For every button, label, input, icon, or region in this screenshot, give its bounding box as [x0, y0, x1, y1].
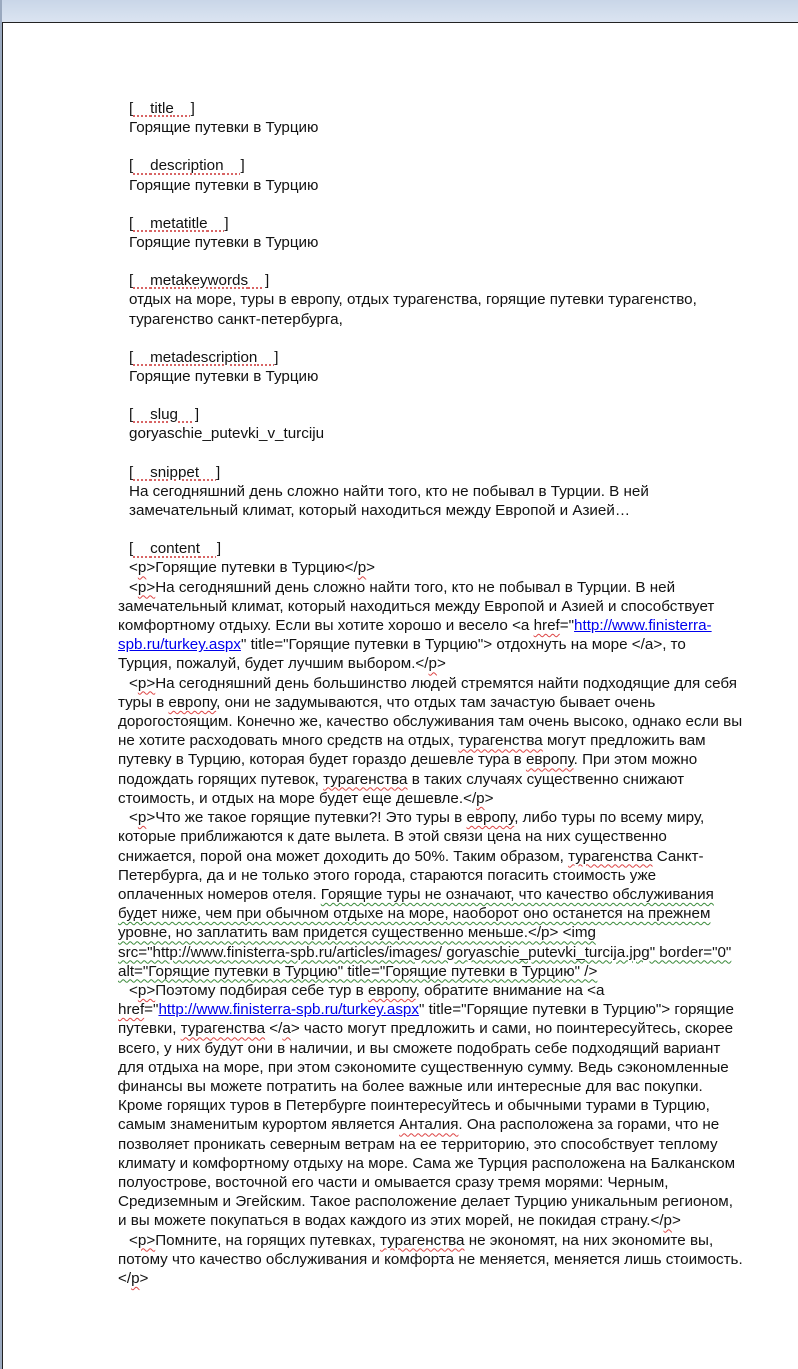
text-run: p> — [137, 1231, 156, 1249]
text-run: не экономят, на них экономите вы, потому что качество обслуживания и комфорта не меняется, меняется лишь стоимость.</ — [118, 1231, 743, 1287]
text-run: турагенства — [458, 732, 543, 750]
text-run: p — [663, 1212, 672, 1230]
field-value: goryaschie_putevki_v_turciju — [129, 425, 325, 443]
content-paragraph — [118, 1231, 743, 1289]
text-run: Горящие туры не означают, что качество обслуживания будет ниже, чем при обычном отдыхе на море, наоборот оно останется на прежнем уровне, но заплатить вам придется существенно меньше.</p> <img src="http://www.finisterra-spb.ru/articles/images/ goryaschie_putevki_turcija.jpg" border="0" alt="Горящие путевки в Турцию" title="Горящие путевки в Турцию" /> — [118, 885, 732, 980]
text-run: европу — [367, 981, 416, 999]
text-run: href — [533, 617, 560, 635]
field-metatitle — [118, 214, 743, 252]
text-run: p — [428, 655, 437, 673]
text-run: турагенства — [568, 847, 653, 865]
content-block — [118, 539, 743, 1288]
text-run: > часто могут предложить и сами, но поинтересуйтесь, скорее всего, у них будут они в наличии, и вы сможете подобрать себе подходящий вариант для отдыха на море, при этом сэкономите существенную сумму. Ведь сэкономленные финансы вы можете потратить на более важные или интересные для вас покупки. Кроме горящих туров в Петербурге поинтересуйтесь и обычными турами в Турцию, самым знаменитым курортом является — [118, 1020, 734, 1134]
text-run: p> — [137, 674, 156, 692]
content-paragraph — [118, 674, 743, 808]
text-run: . Она расположена за горами, что не позволяет проникать северным ветрам на ее территорию, это способствует теплому климату и комфортному отдыху на море. Сама же Турция расположена на Балканском полуострове, восточной его части и омывается сразу тремя морями: Черным, Средиземным и Эгейским. Такое расположение делает Турцию уникальным регионом, и вы можете покупаться в водах каждого из этих морей, не покидая страну.</ — [118, 1116, 736, 1230]
field-value: Горящие путевки в Турцию — [129, 234, 319, 252]
text-run: =" — [144, 1001, 159, 1019]
text-run: " title="Горящие путевки в Турцию"> отдохнуть на море </a>, то Турция, пожалуй, будет лучшим выбором.</ — [118, 636, 686, 673]
hyperlink[interactable]: http://www.finisterra-spb.ru/turkey.aspx — [158, 1001, 419, 1019]
field-metakeywords — [118, 271, 743, 329]
text-run: Анталия — [399, 1116, 459, 1134]
field-value: Горящие путевки в Турцию — [129, 176, 319, 194]
field-tag: [ content ] — [129, 540, 222, 558]
field-value: Горящие путевки в Турцию — [129, 368, 319, 386]
field-metadescription — [118, 348, 743, 386]
field-tag: [ metadescription ] — [129, 348, 279, 366]
text-run: p> — [137, 578, 156, 596]
text-run: турагенства — [380, 1231, 465, 1249]
text-run: Помните, на горящих путевках, — [155, 1231, 381, 1249]
text-run: p — [137, 809, 147, 827]
field-tag: [ metatitle ] — [129, 214, 229, 232]
text-run: , обратите внимание на <a — [415, 981, 605, 999]
text-run: европу — [168, 693, 217, 711]
text-run: < — [129, 981, 138, 999]
text-run: > — [366, 559, 376, 577]
document-page[interactable] — [2, 22, 798, 1369]
text-run: < — [129, 1231, 138, 1249]
text-run: > — [139, 1269, 149, 1287]
field-snippet — [118, 463, 743, 521]
text-run: p — [131, 1269, 140, 1287]
field-value: На сегодняшний день сложно найти того, кто не побывал в Турции. В ней замечательный климат, который находиться между Европой и Азией… — [129, 482, 649, 520]
text-run: На сегодняшний день большинство людей стремятся найти подходящие для себя туры в — [118, 674, 737, 711]
text-run: a — [282, 1020, 291, 1038]
text-run: href — [118, 1001, 145, 1019]
field-tag: [ snippet ] — [129, 463, 221, 481]
text-run: турагенства — [180, 1020, 266, 1038]
text-run: >Горящие путевки в Турцию</ — [146, 559, 358, 577]
field-title — [118, 99, 743, 137]
text-run: могут предложить вам путевку в Турцию, которая будет гораздо дешевле тура в — [118, 732, 706, 769]
field-slug — [118, 405, 743, 443]
text-run: < — [129, 674, 138, 692]
field-tag: [ metakeywords ] — [129, 272, 270, 290]
field-description — [118, 156, 743, 194]
text-run: . При этом можно подождать горящих путевок, — [118, 751, 698, 788]
text-run: " title="Горящие путевки в Турцию"> горящие путевки, — [118, 1001, 734, 1038]
text-run: < — [129, 559, 138, 577]
text-run: p — [476, 789, 485, 807]
text-run: в таких случаях существенно снижают стоимость, и отдых на море будет еще дешевле.</ — [118, 770, 685, 807]
document-body[interactable] — [118, 99, 743, 1307]
text-run: > — [484, 789, 494, 807]
text-run: p> — [137, 981, 156, 999]
text-run: < — [129, 578, 138, 596]
text-run: >Что же такое горящие путевки?! Это туры в — [146, 809, 467, 827]
content-paragraph — [118, 808, 743, 981]
content-paragraph — [118, 981, 743, 1231]
text-run: p — [137, 559, 147, 577]
field-tag: [ description ] — [129, 157, 245, 175]
text-run: На сегодняшний день сложно найти того, кто не побывал в Турции. В ней замечательный климат, который находиться между Европой и Азией и способствует комфортному отдыху. Если вы хотите хорошо и весело <a — [118, 578, 715, 635]
text-run: Санкт-Петербурга, да и не только этого города, стараются погасить стоимость уже оплаченных номеров отеля. — [118, 847, 704, 903]
field-value: отдых на море, туры в европу, отдых турагенства, горящие путевки турагенство, турагенство санкт-петербурга, — [129, 291, 697, 328]
text-run: < — [129, 809, 138, 827]
text-run: европу — [525, 751, 574, 769]
content-paragraph — [118, 558, 743, 577]
text-run: , они не задумываются, что отдых там зачастую бывает очень дорогостоящим. Конечно же, качество обслуживания там очень высоко, однако если вы не хотите расходовать много средств на отдых, — [118, 693, 743, 750]
field-value: Горящие путевки в Турцию — [129, 119, 319, 137]
hyperlink[interactable]: http://www.finisterra-spb.ru/turkey.aspx — [118, 617, 712, 654]
text-run: p — [357, 559, 367, 577]
text-run: турагенства — [323, 770, 408, 788]
field-list — [118, 99, 743, 520]
text-run: > — [436, 655, 446, 673]
field-tag: [ title ] — [129, 100, 195, 117]
content-paragraph — [118, 578, 743, 674]
text-run: Поэтому подбирая себе тур в — [155, 981, 368, 999]
text-run: =" — [559, 617, 575, 635]
content-paragraphs — [118, 558, 743, 1288]
text-run: европу — [466, 809, 515, 827]
window-frame-top — [0, 0, 798, 22]
text-run: > — [672, 1212, 681, 1230]
text-run: , либо туры по всему миру, которые приближаются к дате вылета. В этой связи цена на них существенно снижается, порой она может доходить до 50%. Таким образом, — [118, 809, 705, 865]
field-tag: [ slug ] — [129, 406, 200, 424]
text-run: </ — [265, 1020, 283, 1038]
